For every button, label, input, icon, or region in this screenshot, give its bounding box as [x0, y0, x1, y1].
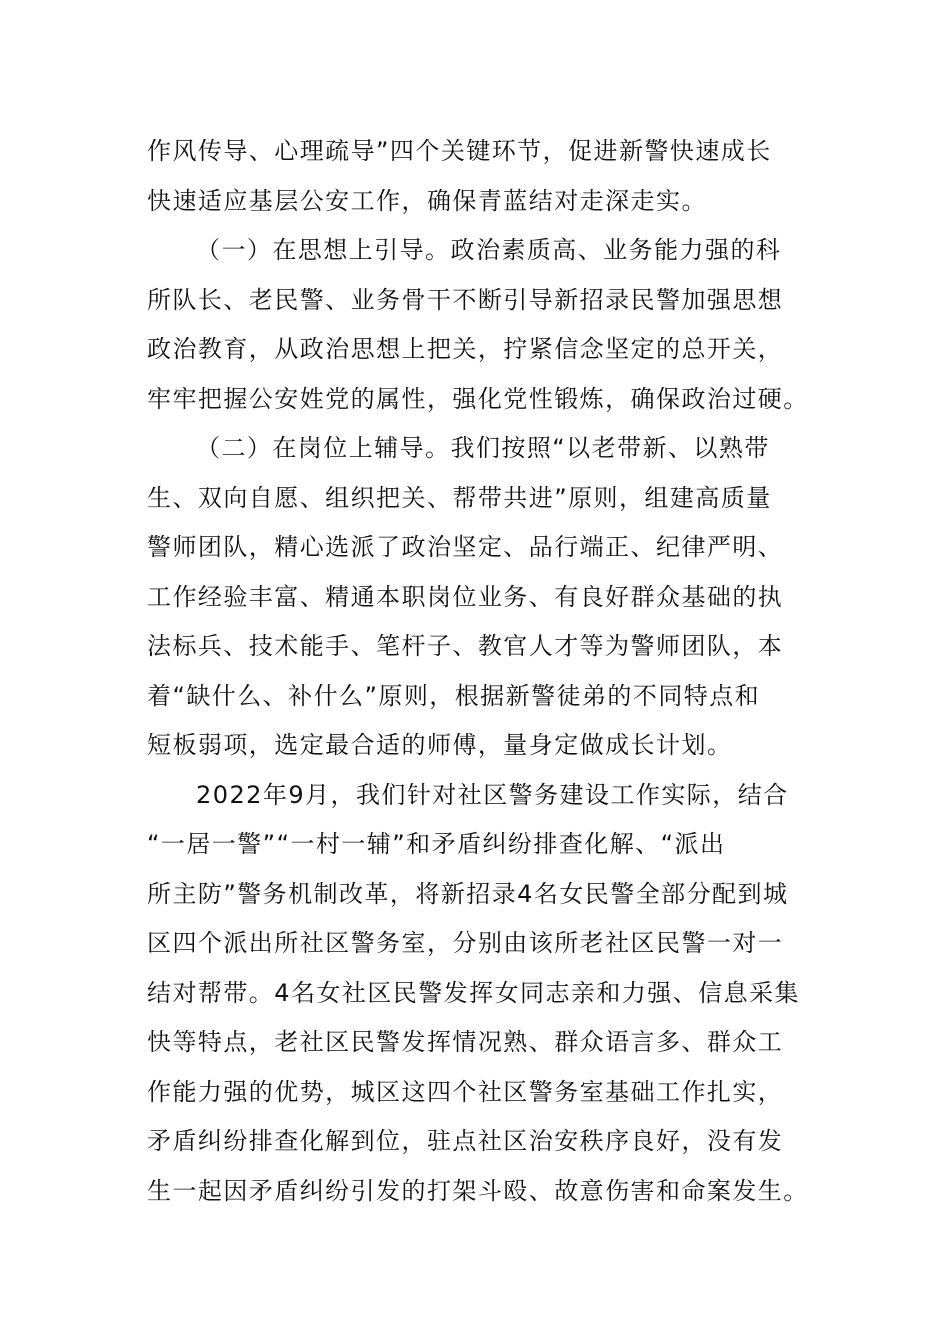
text-line-16: 所主防”警务机制改革，将新招录4名女民警全部分配到城 — [147, 880, 789, 908]
text-line-1: 作风传导、心理疏导”四个关键环节，促进新警快速成长 — [147, 137, 772, 165]
text-line-14: 2022年9月，我们针对社区警务建设工作实际，结合 — [196, 781, 789, 809]
text-line-17: 区四个派出所社区警务室，分别由该所老社区民警一对一 — [147, 929, 784, 957]
text-line-4: 所队长、老民警、业务骨干不断引导新招录民警加强思想 — [147, 286, 784, 314]
text-line-7: （二）在岗位上辅导。我们按照“以老带新、以熟带 — [196, 434, 770, 462]
text-line-9: 警师团队，精心选派了政治坚定、品行端正、纪律严明、 — [147, 533, 784, 561]
text-line-22: 生一起因矛盾纠纷引发的打架斗殴、故意伤害和命案发生。 — [147, 1177, 809, 1205]
text-line-6: 牢牢把握公安姓党的属性，强化党性锻炼，确保政治过硬。 — [147, 385, 809, 413]
text-line-19: 快等特点，老社区民警发挥情况熟、群众语言多、群众工 — [147, 1028, 784, 1056]
text-line-8: 生、双向自愿、组织把关、帮带共进”原则，组建高质量 — [147, 484, 772, 512]
text-line-20: 作能力强的优势，城区这四个社区警务室基础工作扎实， — [147, 1078, 784, 1106]
text-line-13: 短板弱项，选定最合适的师傅，量身定做成长计划。 — [147, 731, 733, 759]
text-line-2: 快速适应基层公安工作，确保青蓝结对走深走实。 — [147, 187, 707, 215]
text-line-15: “一居一警”“一村一辅”和矛盾纠纷排查化解、“派出 — [147, 830, 726, 858]
text-line-5: 政治教育，从政治思想上把关，拧紧信念坚定的总开关， — [147, 335, 784, 363]
text-line-3: （一）在思想上引导。政治素质高、业务能力强的科 — [196, 236, 782, 264]
text-line-12: 着“缺什么、补什么”原则，根据新警徒弟的不同特点和 — [147, 682, 761, 710]
text-line-21: 矛盾纠纷排查化解到位，驻点社区治安秩序良好，没有发 — [147, 1127, 784, 1155]
text-line-18: 结对帮带。4名女社区民警发挥女同志亲和力强、信息采集 — [147, 979, 800, 1007]
text-line-11: 法标兵、技术能手、笔杆子、教官人才等为警师团队，本 — [147, 632, 784, 660]
text-line-10: 工作经验丰富、精通本职岗位业务、有良好群众基础的执 — [147, 583, 784, 611]
